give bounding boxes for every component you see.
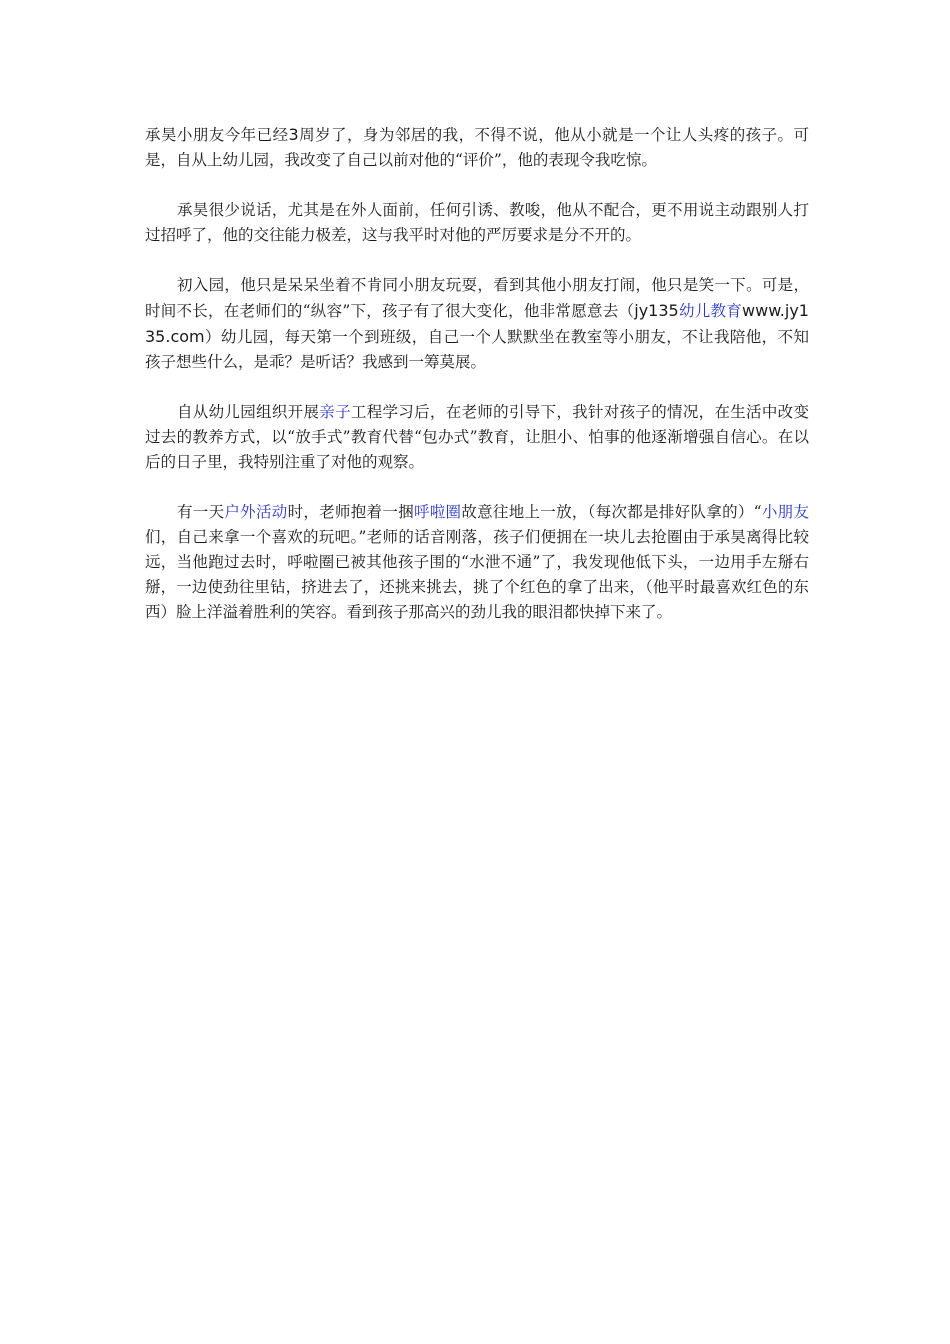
- paragraph-text: 承昊小朋友今年已经: [145, 126, 289, 144]
- paragraph-2: [145, 198, 809, 248]
- paragraph-text: 故意往地上一放，（每次都是排好队拿的）“: [461, 503, 762, 521]
- paragraph-text: 时，老师抱着一捆: [287, 503, 414, 521]
- paragraph-text: 初入园，他只是呆呆坐着不肯同小朋友玩耍，看到其他小朋友打闹，他只是笑一下。可是，时间不长，在老师们的“纵容”下，孩子有了很大变化，他非常愿意去（: [145, 276, 809, 320]
- inline-link[interactable]: 户外活动: [224, 503, 288, 521]
- paragraph-text: www.jy135.com: [145, 301, 809, 346]
- paragraph-5: [145, 500, 809, 625]
- paragraph-1: [145, 122, 809, 173]
- document-body: [145, 122, 809, 650]
- paragraph-text: 周岁了，身为邻居的我，不得不说，他从小就是一个让人头疼的孩子。可是，自从上幼儿园，我改变了自己以前对他的“评价”，他的表现令我吃惊。: [145, 126, 809, 169]
- paragraph-3: [145, 273, 809, 375]
- paragraph-text: ）幼儿园，每天第一个到班级，自己一个人默默坐在教室等小朋友，不让我陪他，不知孩子想些什么，是乖？是听话？我感到一筹莫展。: [145, 328, 809, 371]
- paragraph-text: 有一天: [177, 503, 225, 521]
- inline-link[interactable]: 小朋友: [761, 503, 809, 521]
- paragraph-text: 自从幼儿园组织开展: [177, 403, 320, 421]
- inline-link[interactable]: 亲子: [319, 403, 351, 421]
- paragraph-text: 3: [288, 125, 299, 144]
- paragraph-4: [145, 400, 809, 475]
- paragraph-text: 承昊很少说话，尤其是在外人面前，任何引诱、教唆，他从不配合，更不用说主动跟别人打过招呼了，他的交往能力极差，这与我平时对他的严厉要求是分不开的。: [145, 201, 809, 244]
- inline-link[interactable]: 幼儿教育: [678, 302, 743, 320]
- inline-link[interactable]: 呼啦圈: [413, 503, 462, 521]
- paragraph-text: 工程学习后，在老师的引导下，我针对孩子的情况，在生活中改变过去的教养方式，以“放手式”教育代替“包办式”教育，让胆小、怕事的他逐渐增强自信心。在以后的日子里，我特别注重了对他的观察。: [145, 403, 809, 471]
- paragraph-text: 们，自己来拿一个喜欢的玩吧。”老师的话音刚落，孩子们便拥在一块儿去抢圈由于承昊离得比较远，当他跑过去时，呼啦圈已被其他孩子围的“水泄不通”了，我发现他低下头，一边用手左掰右掰，一边使劲往里钻，挤进去了，还挑来挑去，挑了个红色的拿了出来，（他平时最喜欢红色的东西）脸上洋溢着胜利的笑容。看到孩子那高兴的劲儿我的眼泪都快掉下来了。: [145, 528, 809, 621]
- paragraph-text: jy135: [634, 301, 679, 320]
